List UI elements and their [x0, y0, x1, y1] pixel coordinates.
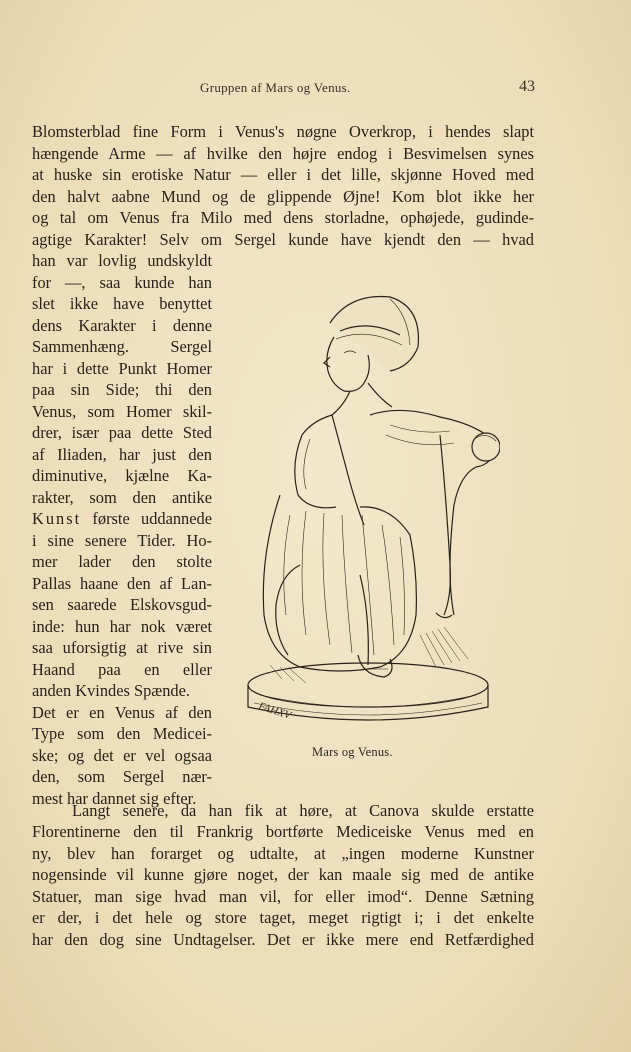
column-line: den, som Sergel nær-: [32, 767, 212, 786]
column-line: rakter, som den antike: [32, 488, 212, 507]
text-line: hængende Arme — af hvilke den højre endog i Besvimelsen synes: [32, 144, 534, 163]
column-line: sen saarede Elskovsgud-: [32, 595, 212, 614]
page-number: 43: [519, 78, 535, 95]
column-line: saa uforsigtig at rive sin: [32, 638, 212, 657]
sculpture-illustration: [240, 275, 500, 735]
figure-caption: Mars og Venus.: [312, 745, 393, 759]
text-line: at huske sin erotiske Natur — eller i det lille, skjønne Hoved med: [32, 165, 534, 184]
text-line: og tal om Venus fra Milo med dens storladne, ophøjede, gudinde-: [32, 208, 534, 227]
text-line: Blomsterblad fine Form i Venus's nøgne Overkrop, i hendes slapt: [32, 122, 534, 141]
drapery: [263, 495, 416, 671]
column-line-spaced: Kunst første uddannede: [32, 509, 212, 528]
text-line: nogensinde vil kunne gjøre noget, der kan maale sig med de antike: [32, 865, 534, 884]
column-line: Type som den Medicei-: [32, 724, 212, 743]
column-line: inde: hun har nok været: [32, 617, 212, 636]
column-line: Pallas haane den af Lan-: [32, 574, 212, 593]
column-line: Venus, som Homer skil-: [32, 402, 212, 421]
column-line: mer lader den stolte: [32, 552, 212, 571]
column-line: Det er en Venus af den: [32, 703, 212, 722]
column-line: af Iliaden, har just den: [32, 445, 212, 464]
column-line: i sine senere Tider. Ho-: [32, 531, 212, 550]
column-line: han var lovlig undskyldt: [32, 251, 212, 270]
column-line: ske; og det er vel ogsaa: [32, 746, 212, 765]
column-line: Haand paa en eller: [32, 660, 212, 679]
helmet: [330, 297, 418, 371]
column-line: drer, især paa dette Sted: [32, 423, 212, 442]
column-line: paa sin Side; thi den: [32, 380, 212, 399]
column-line: mest har dannet sig efter.: [32, 789, 197, 808]
spaced-word: Kunst: [32, 509, 82, 528]
column-line: har i dette Punkt Homer: [32, 359, 212, 378]
text-line: Statuer, man sige hvad man vil, for eller imod“. Denne Sætning: [32, 887, 534, 906]
running-head: [0, 80, 631, 100]
running-title: Gruppen af Mars og Venus.: [200, 80, 351, 95]
text-line: er der, i det hele og store taget, meget rigtigt i; i det enkelte: [32, 908, 534, 927]
text-line: har den dog sine Undtagelser. Det er ikke mere end Retfærdighed: [32, 930, 534, 949]
column-line: dens Karakter i denne: [32, 316, 212, 335]
column-line: for —, saa kunde han: [32, 273, 212, 292]
column-line: Sammenhæng. Sergel: [32, 337, 212, 356]
text-line: ny, blev han forarget og udtalte, at „ingen moderne Kunstner: [32, 844, 534, 863]
column-line: anden Kvindes Spænde.: [32, 681, 190, 700]
text-line: den halvt aabne Mund og de glippende Øjne! Kom blot ikke her: [32, 187, 534, 206]
artist-signature: FAHXV: [256, 700, 293, 722]
column-line: slet ikke have benyttet: [32, 294, 212, 313]
text-line: Florentinerne den til Frankrig bortførte Mediceiske Venus med en: [32, 822, 534, 841]
venus-head: [472, 433, 500, 461]
text-line: agtige Karakter! Selv om Sergel kunde have kjendt den — hvad: [32, 230, 534, 249]
foot: [358, 655, 392, 677]
column-line: diminutive, kjælne Ka-: [32, 466, 212, 485]
text-line: Langt senere, da han fik at høre, at Canova skulde erstatte: [72, 801, 534, 820]
